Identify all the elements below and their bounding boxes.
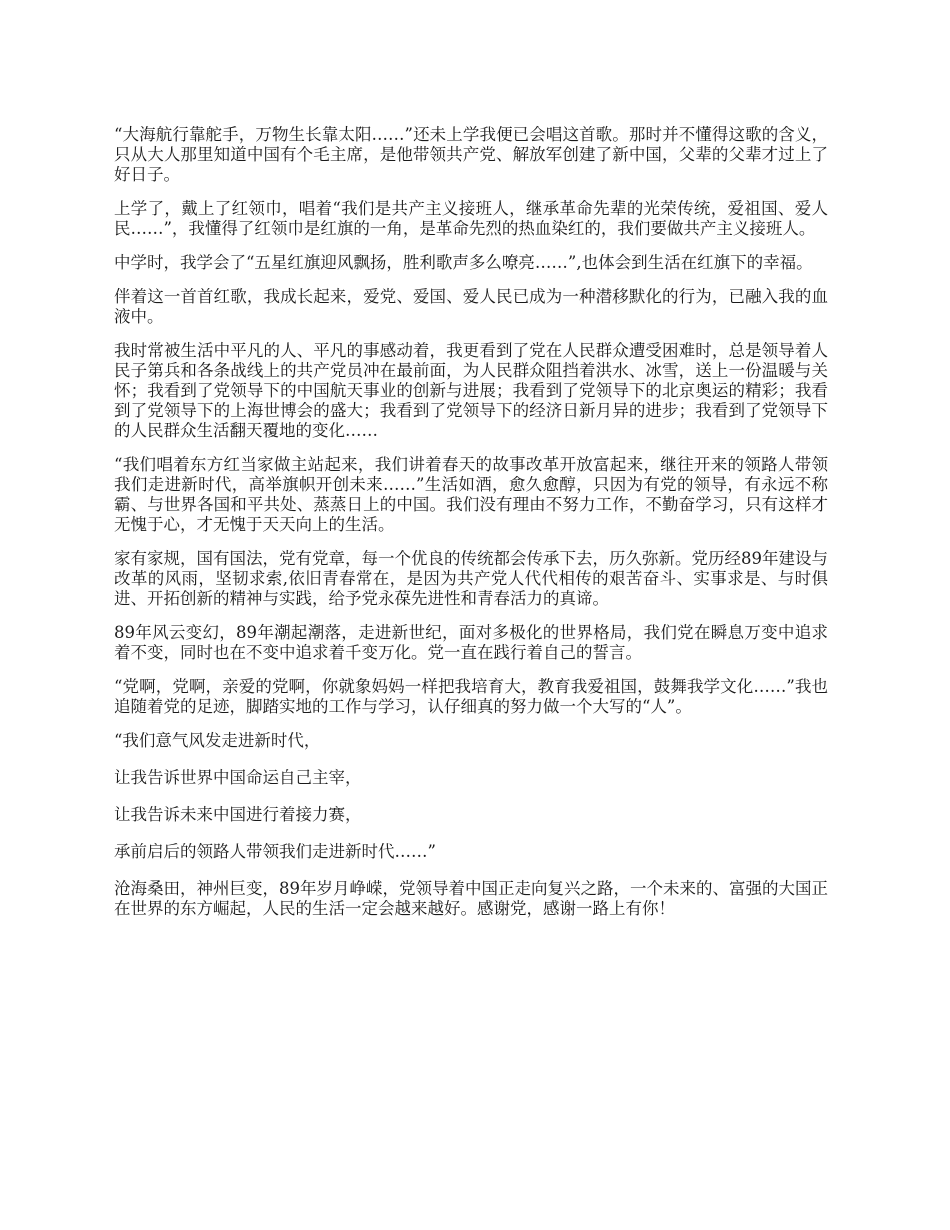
paragraph: “我们唱着东方红当家做主站起来，我们讲着春天的故事改革开放富起来，继往开来的领路人带领我们走进新时代，高举旗帜开创未来……”生活如酒，愈久愈醇，只因为有党的领导，有永远不称霸、与世界各国和平共处、蒸蒸日上的中国。我们没有理由不努力工作，不勤奋学习，只有这样才无愧于心，才无愧于天天向上的生活。 [114, 455, 828, 534]
verse-line: 让我告诉未来中国进行着接力赛， [114, 805, 362, 824]
verse-line: 让我告诉世界中国命运自己主宰， [114, 768, 362, 787]
paragraph: “党啊，党啊，亲爱的党啊，你就象妈妈一样把我培育大，教育我爱祖国，鼓舞我学文化……”我也追随着党的足迹，脚踏实地的工作与学习，认仔细真的努力做一个大写的“人”。 [114, 677, 828, 716]
paragraph: 上学了，戴上了红领巾，唱着“我们是共产主义接班人，继承革命先辈的光荣传统，爱祖国、爱人民……”，我懂得了红领巾是红旗的一角，是革命先烈的热血染红的，我们要做共产主义接班人。 [114, 199, 828, 238]
verse-line: “我们意气风发走进新时代， [114, 731, 321, 750]
paragraph: 我时常被生活中平凡的人、平凡的事感动着，我更看到了党在人民群众遭受困难时，总是领导着人民子第兵和各条战线上的共产党员冲在最前面，为人民群众阻挡着洪水、冰雪，送上一份温暖与关怀；我看到了党领导下的中国航天事业的创新与进展；我看到了党领导下的北京奥运的精彩；我看到了党领导下的上海世博会的盛大；我看到了党领导下的经济日新月异的进步；我看到了党领导下的人民群众生活翻天覆地的变化…… [114, 341, 828, 440]
paragraph: 89年风云变幻，89年潮起潮落，走进新世纪，面对多极化的世界格局，我们党在瞬息万变中追求着不变，同时也在不变中追求着千变万化。党一直在践行着自己的誓言。 [114, 623, 828, 662]
verse-line: 承前启后的领路人带领我们走进新时代……” [114, 842, 436, 861]
document-body [114, 125, 828, 933]
closing-paragraph: 沧海桑田，神州巨变，89年岁月峥嵘，党领导着中国正走向复兴之路，一个未来的、富强的大国正在世界的东方崛起，人民的生活一定会越来越好。感谢党，感谢一路上有你！ [114, 879, 828, 918]
paragraph: 中学时，我学会了“五星红旗迎风飘扬，胜利歌声多么嘹亮……”,也体会到生活在红旗下的幸福。 [114, 253, 813, 272]
paragraph: 伴着这一首首红歌，我成长起来，爱党、爱国、爱人民已成为一种潜移默化的行为，已融入我的血液中。 [114, 287, 828, 326]
paragraph: “大海航行靠舵手，万物生长靠太阳……”还未上学我便已会唱这首歌。那时并不懂得这歌的含义，只从大人那里知道中国有个毛主席，是他带领共产党、解放军创建了新中国，父辈的父辈才过上了好日子。 [114, 125, 828, 184]
paragraph: 家有家规，国有国法，党有党章，每一个优良的传统都会传承下去，历久弥新。党历经89年建设与改革的风雨，坚韧求索,依旧青春常在，是因为共产党人代代相传的艰苦奋斗、实事求是、与时俱进、开拓创新的精神与实践，给予党永葆先进性和青春活力的真谛。 [114, 549, 828, 608]
